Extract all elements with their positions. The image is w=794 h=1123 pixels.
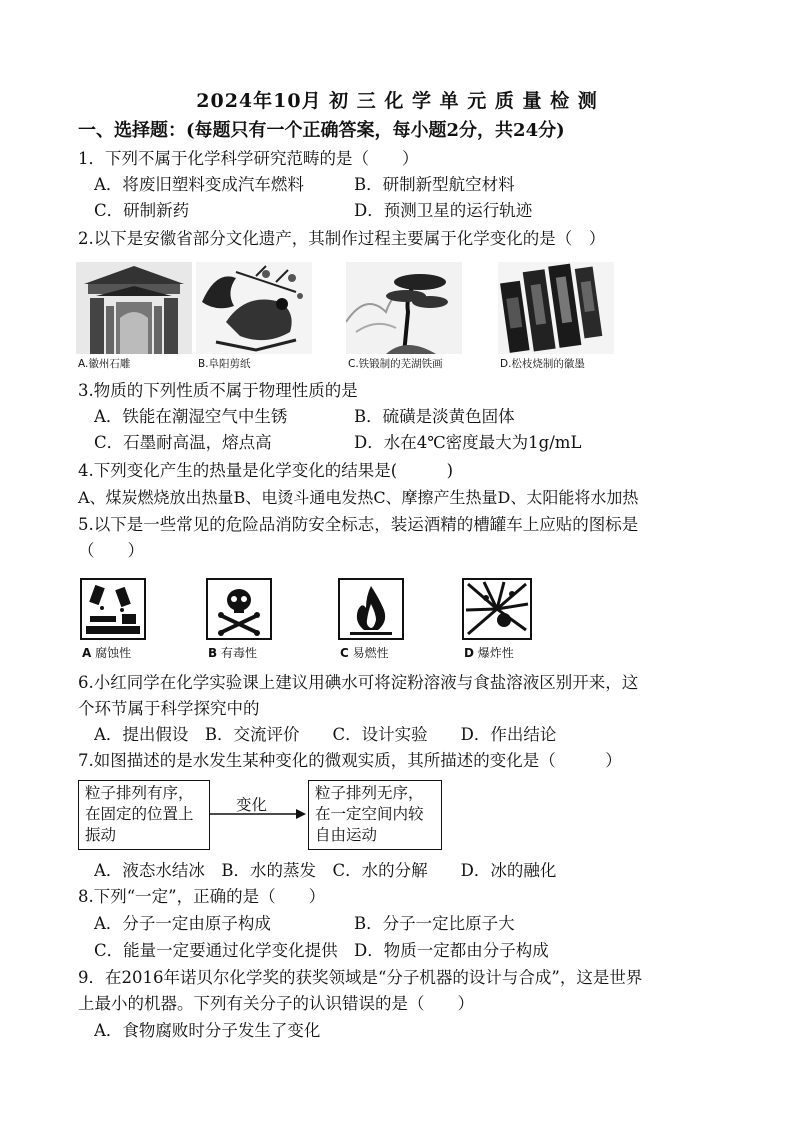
q3-option-a: A．铁能在潮湿空气中生锈	[94, 407, 288, 426]
q9-stem-line1: 9．在2016年诺贝尔化学奖的获奖领域是“分子机器的设计与合成”，这是世界	[78, 968, 643, 987]
q2-image-b	[196, 262, 312, 370]
q5-sign-c-letter: C	[340, 646, 349, 660]
q7-box-before-line2: 在固定的位置上	[85, 805, 194, 823]
q5-stem: 5.以下是一些常见的危险品消防安全标志，装运酒精的槽罐车上应贴的图标是	[78, 515, 639, 534]
q7-arrow-label: 变化	[236, 796, 268, 814]
q8-stem: 8.下列“一定”，正确的是（ ）	[78, 887, 326, 906]
q5-sign-a	[80, 578, 154, 661]
section-heading: 一、选择题：(每题只有一个正确答案，每小题2分，共24分)	[78, 120, 565, 141]
q3-option-d: D．水在4℃密度最大为1g/mL	[354, 433, 582, 452]
q2-image-a	[76, 262, 192, 370]
q2-caption-a: A.徽州石雕	[78, 358, 131, 370]
q7-box-before-line3: 振动	[85, 826, 117, 844]
q2-image-d	[498, 262, 614, 370]
q8-option-a: A．分子一定由原子构成	[94, 914, 271, 933]
q8-option-d: D．物质一定都由分子构成	[354, 941, 549, 960]
papercut-icon	[196, 262, 312, 354]
right-arrow-icon	[210, 806, 308, 822]
q1-stem: 1．下列不属于化学科学研究范畴的是（ ）	[78, 149, 419, 168]
q5-sign-d-letter: D	[464, 646, 474, 660]
q2-caption-b: B.阜阳剪纸	[198, 358, 251, 370]
q5-sign-d-caption: 爆炸性	[477, 646, 514, 660]
q2-image-c	[346, 262, 462, 370]
q5-sign-b-letter: B	[208, 646, 218, 660]
q4-options: A、煤炭燃烧放出热量B、电烫斗通电发热C、摩擦产生热量D、太阳能将水加热	[78, 488, 639, 507]
stone-gate-icon	[76, 262, 192, 354]
q6-options: A．提出假设 B．交流评价 C．设计实验 D．作出结论	[94, 725, 557, 744]
q3-option-b: B．硫磺是淡黄色固体	[354, 407, 515, 426]
q9-stem-line2: 上最小的机器。下列有关分子的认识错误的是（ ）	[78, 994, 474, 1013]
q7-box-before-line1: 粒子排列有序，	[85, 784, 194, 802]
toxic-icon	[208, 580, 270, 638]
q4-stem: 4.下列变化产生的热量是化学变化的结果是( )	[78, 461, 454, 480]
q5-sign-a-caption: 腐蚀性	[95, 646, 132, 660]
q7-box-before	[78, 780, 210, 850]
q7-box-after-line3: 自由运动	[315, 826, 378, 844]
q7-box-after-line2: 在一定空间内较	[315, 805, 424, 823]
q1-option-a: A．将废旧塑料变成汽车燃料	[94, 175, 304, 194]
q2-caption-c: C.铁锻制的芜湖铁画	[348, 358, 443, 370]
q5-sign-b	[206, 578, 280, 661]
q8-option-b: B．分子一定比原子大	[354, 914, 515, 933]
flammable-icon	[340, 580, 402, 638]
q7-stem: 7.如图描述的是水发生某种变化的微观实质，其所描述的变化是（ ）	[78, 751, 622, 770]
q1-option-d: D．预测卫星的运行轨迹	[354, 201, 533, 220]
q5-sign-a-letter: A	[82, 646, 92, 660]
q5-sign-d	[462, 578, 536, 661]
page-title: 2024年10月 初 三 化 学 单 元 质 量 检 测	[196, 90, 598, 112]
q5-sign-c	[338, 578, 412, 661]
q8-option-c: C．能量一定要通过化学变化提供	[94, 941, 338, 960]
q5-paren: （ ）	[78, 541, 144, 560]
ink-sticks-icon	[498, 262, 614, 354]
q2-caption-d: D.松枝烧制的徽墨	[500, 358, 585, 370]
explosive-icon	[464, 580, 530, 638]
q1-option-c: C．研制新药	[94, 201, 190, 220]
q5-sign-c-caption: 易燃性	[352, 646, 389, 660]
q5-sign-b-caption: 有毒性	[220, 646, 257, 660]
q7-options: A．液态水结冰 B．水的蒸发 C．水的分解 D．冰的融化	[94, 861, 557, 880]
q3-stem: 3.物质的下列性质不属于物理性质的是	[78, 381, 358, 400]
corrosive-icon	[82, 580, 144, 638]
q7-box-after-line1: 粒子排列无序，	[315, 784, 424, 802]
iron-painting-icon	[346, 262, 462, 354]
q7-box-after	[308, 780, 442, 850]
q6-stem-line1: 6.小红同学在化学实验课上建议用碘水可将淀粉溶液与食盐溶液区别开来，这	[78, 673, 639, 692]
q2-stem: 2.以下是安徽省部分文化遗产，其制作过程主要属于化学变化的是（ ）	[78, 229, 606, 248]
q1-option-b: B．研制新型航空材料	[354, 175, 515, 194]
q6-stem-line2: 个环节属于科学探究中的	[78, 699, 260, 718]
q3-option-c: C．石墨耐高温，熔点高	[94, 433, 272, 452]
q9-option-a: A．食物腐败时分子发生了变化	[94, 1021, 321, 1040]
